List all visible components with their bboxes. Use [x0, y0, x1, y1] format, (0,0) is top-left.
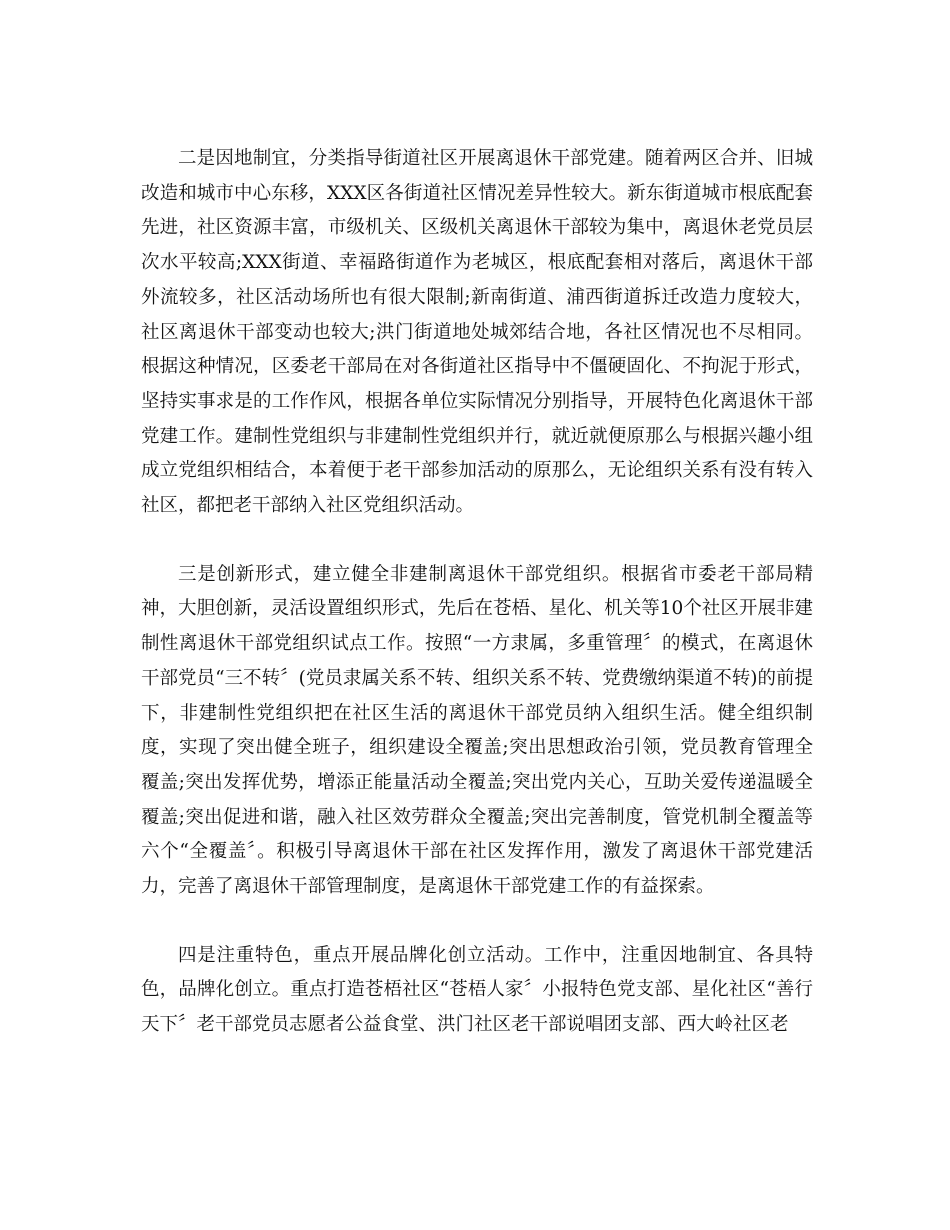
paragraph: 二是因地制宜，分类指导街道社区开展离退休干部党建。随着两区合并、旧城改造和城市中心东移，XXX区各街道社区情况差异性较大。新东街道城市根底配套先进，社区资源丰富，市级机关、区级机关离退休干部较为集中，离退休老党员层次水平较高;XXX街道、幸福路街道作为老城区，根底配套相对落后，离退休干部外流较多，社区活动场所也有很大限制;新南街道、浦西街道拆迁改造力度较大，社区离退休干部变动也较大;洪门街道地处城郊结合地，各社区情况也不尽相同。根据这种情况，区委老干部局在对各街道社区指导中不僵硬固化、不拘泥于形式，坚持实事求是的工作作风，根据各单位实际情况分别指导，开展特色化离退休干部党建工作。建制性党组织与非建制性党组织并行，就近就便原那么与根据兴趣小组成立党组织相结合，本着便于老干部参加活动的原那么，无论组织关系有没有转入社区，都把老干部纳入社区党组织活动。	[141, 148, 813, 517]
document-body	[141, 142, 813, 1043]
paragraph: 四是注重特色，重点开展品牌化创立活动。工作中，注重因地制宜、各具特色，品牌化创立。重点打造苍梧社区“苍梧人家〞小报特色党支部、星化社区“善行天下〞老干部党员志愿者公益食堂、洪门社区老干部说唱团支部、西大岭社区老	[141, 944, 813, 1036]
paragraph: 三是创新形式，建立健全非建制离退休干部党组织。根据省市委老干部局精神，大胆创新，灵活设置组织形式，先后在苍梧、星化、机关等10个社区开展非建制性离退休干部党组织试点工作。按照“一方隶属，多重管理〞的模式，在离退休干部党员“三不转〞(党员隶属关系不转、组织关系不转、党费缴纳渠道不转)的前提下，非建制性党组织把在社区生活的离退休干部党员纳入组织生活。健全组织制度，实现了突出健全班子，组织建设全覆盖;突出思想政治引领，党员教育管理全覆盖;突出发挥优势，增添正能量活动全覆盖;突出党内关心，互助关爱传递温暖全覆盖;突出促进和谐，融入社区效劳群众全覆盖;突出完善制度，管党机制全覆盖等六个“全覆盖〞。积极引导离退休干部在社区发挥作用，激发了离退休干部党建活力，完善了离退休干部管理制度，是离退休干部党建工作的有益探索。	[141, 563, 813, 898]
